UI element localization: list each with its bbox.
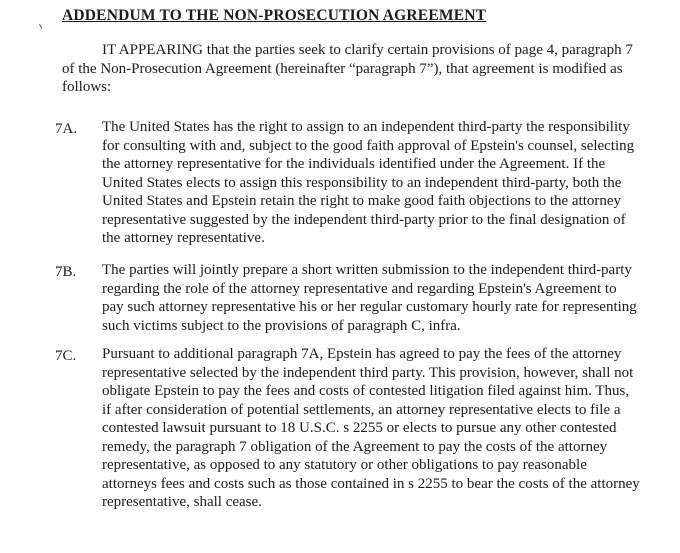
paragraph-7b <box>102 261 680 335</box>
paragraph-line: if after consideration of potential settlements, an attorney representative elects to file a <box>102 401 621 418</box>
intro-line: IT APPEARING that the parties seek to clarify certain provisions of page 4, paragraph 7 <box>102 42 633 58</box>
paragraph-7a <box>102 118 680 248</box>
intro-paragraph <box>62 41 672 97</box>
document-title: ADDENDUM TO THE NON-PROSECUTION AGREEMENT <box>62 7 487 24</box>
paragraph-line: regarding the role of the attorney representative and regarding Epstein's Agreement to <box>102 280 617 297</box>
paragraph-line: United States and Epstein retain the right to make good faith objections to the attorney <box>102 193 622 209</box>
paragraph-line: the attorney representative. <box>102 230 265 246</box>
paragraph-number-7c: 7C. <box>55 348 77 364</box>
paragraph-line: representative selected by the independent third party. This provision, however, shall not <box>102 364 634 381</box>
paragraph-7c <box>102 345 680 512</box>
paragraph-line: attorneys fees and costs such as those contained in s 2255 to bear the costs of the attorney <box>102 475 640 492</box>
paragraph-line: The United States has the right to assign to an independent third-party the responsibility <box>102 119 630 135</box>
paragraph-line: The parties will jointly prepare a short written submission to the independent third-party <box>102 262 632 278</box>
paragraph-line: the attorney representative for the individuals identified under the Agreement. If the <box>102 156 606 172</box>
paragraph-number-7a: 7A. <box>55 121 78 137</box>
paragraph-line: United States elects to assign this responsibility to an independent third-party, both the <box>102 174 622 191</box>
paragraph-line: representative, shall cease. <box>102 494 262 510</box>
paragraph-line: representative, as opposed to any statutory or other obligations to pay reasonable <box>102 457 587 473</box>
paragraph-number-7b: 7B. <box>55 264 77 280</box>
paragraph-line: remedy, the paragraph 7 obligation of the Agreement to pay the costs of the attorney <box>102 438 608 455</box>
paragraph-line: for consulting with and, subject to the good faith approval of Epstein's counsel, selecting <box>102 137 635 154</box>
paragraph-line: pay such attorney representative his or her regular customary hourly rate for representing <box>102 299 637 315</box>
paragraph-line: representative suggested by the independent third-party prior to the final designation of <box>102 211 626 228</box>
intro-line: follows: <box>62 79 112 95</box>
paragraph-line: such victims subject to the provisions of paragraph C, infra. <box>102 317 461 334</box>
scan-mark <box>39 22 45 28</box>
paragraph-line: contested lawsuit pursuant to 18 U.S.C. s 2255 or elects to pursue any other contested <box>102 420 617 436</box>
paragraph-line: Pursuant to additional paragraph 7A, Epstein has agreed to pay the fees of the attorney <box>102 346 622 362</box>
paragraph-line: obligate Epstein to pay the fees and costs of contested litigation filed against him. Thus, <box>102 383 630 399</box>
intro-line: of the Non-Prosecution Agreement (hereinafter “paragraph 7”), that agreement is modified as <box>62 60 623 77</box>
